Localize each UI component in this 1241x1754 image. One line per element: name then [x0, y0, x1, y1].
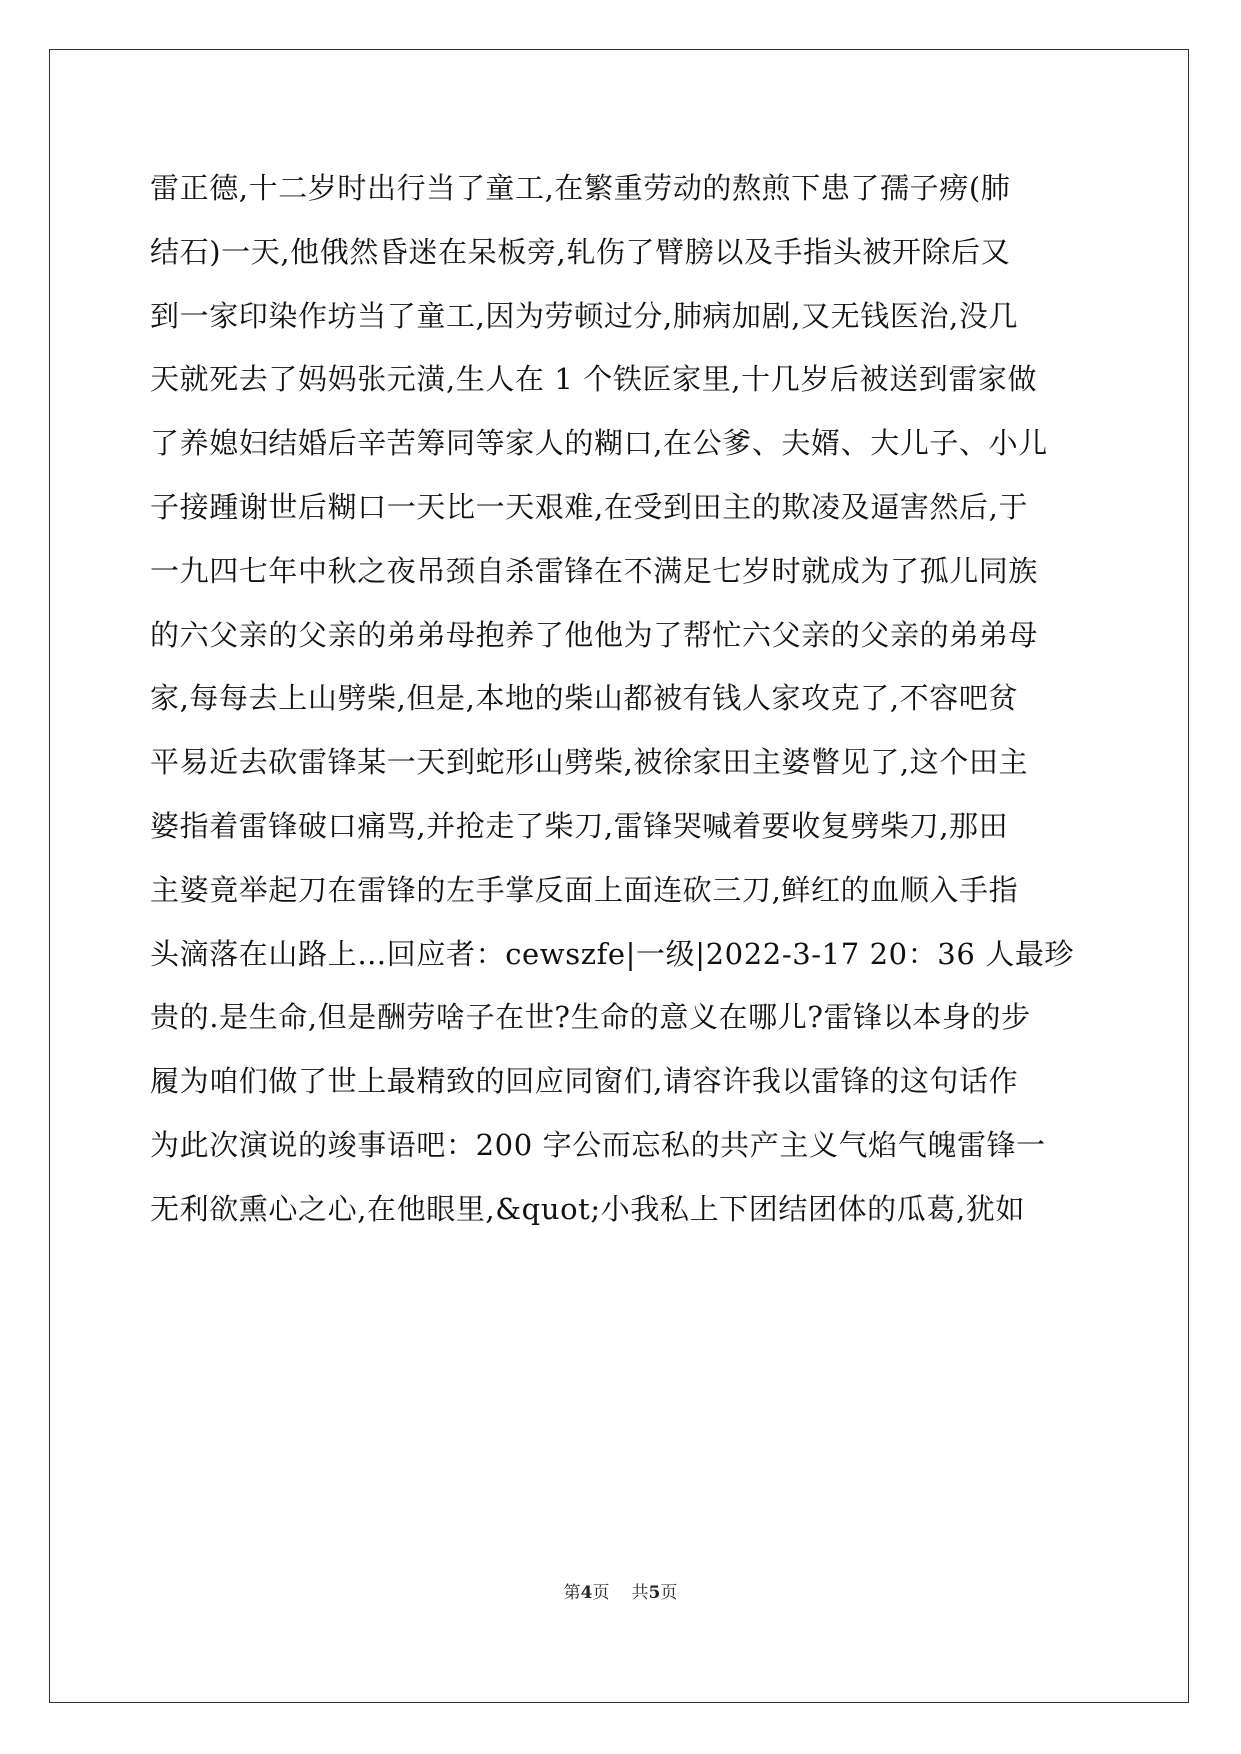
text-line-6: 子接踵谢世后糊口一天比一天艰难,在受到田主的欺凌及逼害然后,于	[150, 489, 1029, 524]
page-footer	[0, 1578, 1241, 1603]
text-line-7: 一九四七年中秋之夜吊颈自杀雷锋在不满足七岁时就成为了孤儿同族	[150, 553, 1039, 588]
text-line-5: 了养媳妇结婚后辛苦筹同等家人的糊口,在公爹、夫婿、大儿子、小儿	[150, 426, 1048, 461]
page-number: 4	[580, 1583, 593, 1603]
total-pages: 5	[648, 1583, 661, 1603]
text-line-10: 平易近去砍雷锋某一天到蛇形山劈柴,被徐家田主婆瞥见了,这个田主	[150, 745, 1029, 780]
text-line-13: 头滴落在山路上…回应者：cewszfe|一级|2022-3-17 20：36 人最珍	[150, 936, 1075, 971]
text-line-1: 雷正德,十二岁时出行当了童工,在繁重劳动的熬煎下患了孺子痨(肺	[150, 171, 1011, 205]
text-line-16: 为此次演说的竣事语吧：200 字公而忘私的共产主义气焰气魄雷锋一	[150, 1127, 1046, 1162]
total-label-prefix: 共	[631, 1583, 649, 1603]
text-line-15: 履为咱们做了世上最精致的回应同窗们,请容许我以雷锋的这句话作	[150, 1064, 1019, 1099]
text-line-17: 无利欲熏心之心,在他眼里,&quot;小我私上下团结团体的瓜葛,犹如	[150, 1191, 1025, 1226]
text-line-14: 贵的.是生命,但是酬劳啥子在世?生命的意义在哪儿?雷锋以本身的步	[150, 1000, 1031, 1035]
text-line-3: 到一家印染作坊当了童工,因为劳顿过分,肺病加剧,又无钱医治,没几	[150, 298, 1019, 333]
page-label-suffix: 页	[592, 1583, 610, 1603]
text-line-8: 的六父亲的父亲的弟弟母抱养了他他为了帮忙六父亲的父亲的弟弟母	[150, 617, 1039, 652]
text-line-12: 主婆竟举起刀在雷锋的左手掌反面上面连砍三刀,鲜红的血顺入手指	[150, 872, 1019, 907]
total-label-suffix: 页	[660, 1583, 678, 1603]
text-line-11: 婆指着雷锋破口痛骂,并抢走了柴刀,雷锋哭喊着要收复劈柴刀,那田	[150, 808, 1009, 843]
text-line-4: 天就死去了妈妈张元潢,生人在 1 个铁匠家里,十几岁后被送到雷家做	[150, 362, 1038, 397]
page-label-prefix: 第	[563, 1583, 581, 1603]
text-line-2: 结石)一天,他俄然昏迷在呆板旁,轧伤了臂膀以及手指头被开除后又	[150, 234, 1011, 269]
document-body	[150, 157, 1090, 1242]
text-line-9: 家,每每去上山劈柴,但是,本地的柴山都被有钱人家攻克了,不容吧贫	[150, 681, 1019, 716]
